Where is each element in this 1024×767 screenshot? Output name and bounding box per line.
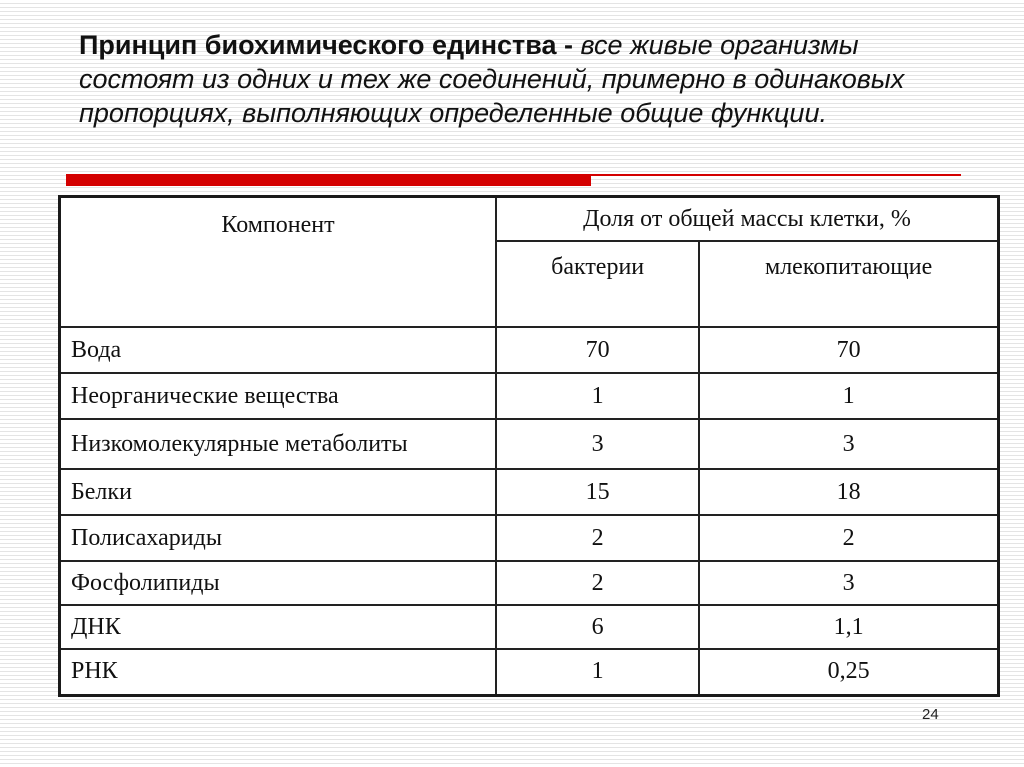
row-mammals: 3 bbox=[699, 419, 998, 469]
header-row bbox=[60, 197, 999, 242]
row-mammals: 1 bbox=[699, 373, 998, 419]
accent-line bbox=[591, 174, 961, 176]
title-principle: Принцип биохимического единства - bbox=[79, 30, 581, 60]
title-definition: все живые организмы состоят из одних и тех же соединений, примерно в одинаковых пропорциях, выполняющих определенные общие функции. bbox=[79, 30, 905, 128]
row-mammals: 2 bbox=[699, 515, 998, 561]
row-bacteria: 1 bbox=[496, 649, 699, 695]
row-name: Неорганические вещества bbox=[60, 373, 496, 419]
table-row bbox=[60, 515, 999, 561]
row-mammals: 18 bbox=[699, 469, 998, 515]
row-mammals: 70 bbox=[699, 327, 998, 373]
page-number: 24 bbox=[922, 706, 939, 723]
row-bacteria: 1 bbox=[496, 373, 699, 419]
slide-title bbox=[79, 28, 909, 130]
header-mammals: млекопитающие bbox=[699, 241, 998, 327]
row-mammals: 0,25 bbox=[699, 649, 998, 695]
composition-table bbox=[58, 195, 1000, 697]
table-row bbox=[60, 469, 999, 515]
row-bacteria: 70 bbox=[496, 327, 699, 373]
row-bacteria: 3 bbox=[496, 419, 699, 469]
row-name: Полисахариды bbox=[60, 515, 496, 561]
row-mammals: 1,1 bbox=[699, 605, 998, 649]
table-row bbox=[60, 649, 999, 695]
row-name: Вода bbox=[60, 327, 496, 373]
header-share: Доля от общей массы клетки, % bbox=[496, 197, 999, 242]
row-name: РНК bbox=[60, 649, 496, 695]
row-bacteria: 15 bbox=[496, 469, 699, 515]
row-name: ДНК bbox=[60, 605, 496, 649]
header-component: Компонент bbox=[60, 197, 496, 328]
row-mammals: 3 bbox=[699, 561, 998, 605]
row-name: Фосфолипиды bbox=[60, 561, 496, 605]
table-row bbox=[60, 327, 999, 373]
row-name: Низкомолекулярные метаболиты bbox=[60, 419, 496, 469]
row-bacteria: 6 bbox=[496, 605, 699, 649]
row-bacteria: 2 bbox=[496, 561, 699, 605]
row-bacteria: 2 bbox=[496, 515, 699, 561]
table-row bbox=[60, 605, 999, 649]
table-row bbox=[60, 419, 999, 469]
table-row bbox=[60, 373, 999, 419]
header-bacteria: бактерии bbox=[496, 241, 699, 327]
accent-bar bbox=[66, 174, 591, 186]
table-row bbox=[60, 561, 999, 605]
row-name: Белки bbox=[60, 469, 496, 515]
